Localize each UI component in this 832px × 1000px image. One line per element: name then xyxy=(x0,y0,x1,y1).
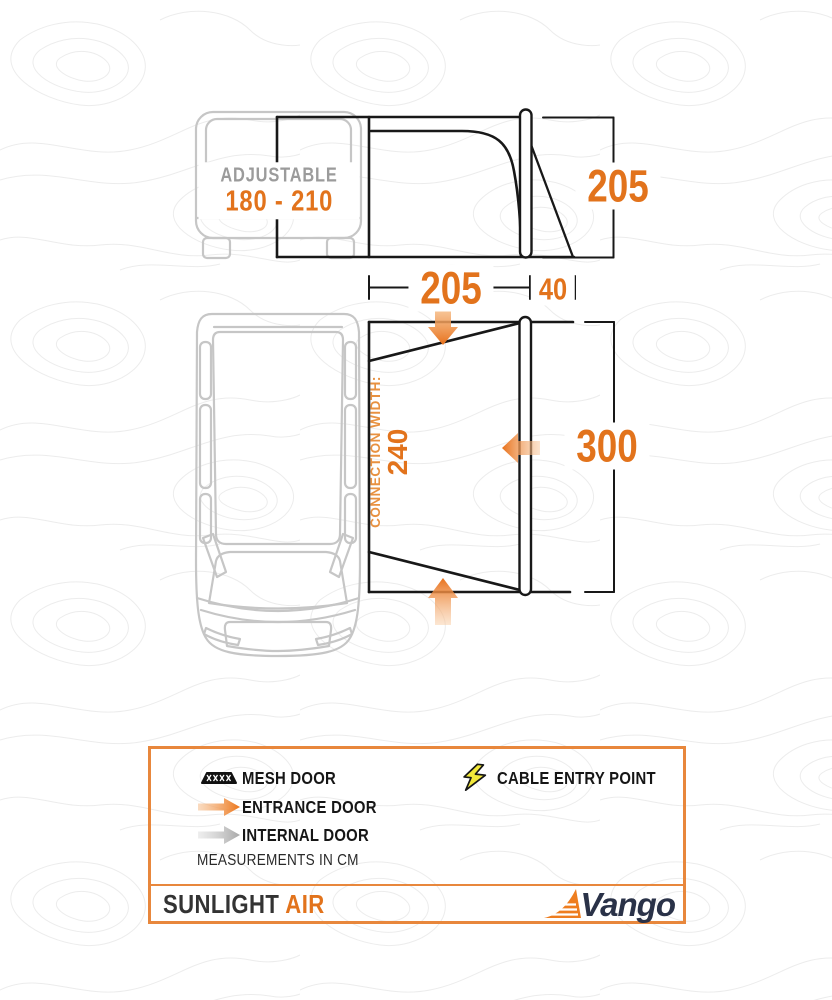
van-top-illustration xyxy=(196,314,360,656)
connection-width-label: CONNECTION WIDTH: 240 xyxy=(368,376,414,528)
adjustable-text: ADJUSTABLE xyxy=(220,164,338,187)
legend-item-mesh-door: MESH DOOR xyxy=(196,765,353,791)
legend-item-cable-entry: CABLE ENTRY POINT xyxy=(451,765,684,791)
legend-item-entrance-door: ENTRANCE DOOR xyxy=(196,794,401,820)
guy-line xyxy=(530,142,573,257)
height-dimension-label: 205 xyxy=(575,163,660,210)
entrance-door-arrow-icon xyxy=(196,798,242,816)
internal-door-arrow-icon xyxy=(196,826,242,844)
product-name: SUNLIGHT xyxy=(163,888,280,919)
title-bar xyxy=(163,887,677,921)
vango-logo xyxy=(540,886,675,922)
depth-dimension-label: 300 xyxy=(564,423,649,470)
entrance-door-arrow-bottom xyxy=(428,578,458,625)
measurements-note: MEASUREMENTS IN CM xyxy=(197,852,359,869)
plan-view-air-pole xyxy=(520,317,532,595)
legend-box xyxy=(148,746,686,924)
width-dimension-label: 205 xyxy=(408,265,493,312)
adjustable-height-label xyxy=(199,162,360,219)
porch-dimension-label: 40 xyxy=(531,273,575,306)
legend-item-internal-door: INTERNAL DOOR xyxy=(196,822,391,848)
product-title xyxy=(163,889,353,920)
product-variant: AIR xyxy=(285,888,325,919)
cable-entry-icon xyxy=(451,762,497,794)
brand-name: Vango xyxy=(580,885,675,923)
mesh-door-icon xyxy=(196,770,242,786)
adjustable-range-text: 180 - 210 xyxy=(225,185,333,218)
side-view-air-pole xyxy=(520,110,532,258)
